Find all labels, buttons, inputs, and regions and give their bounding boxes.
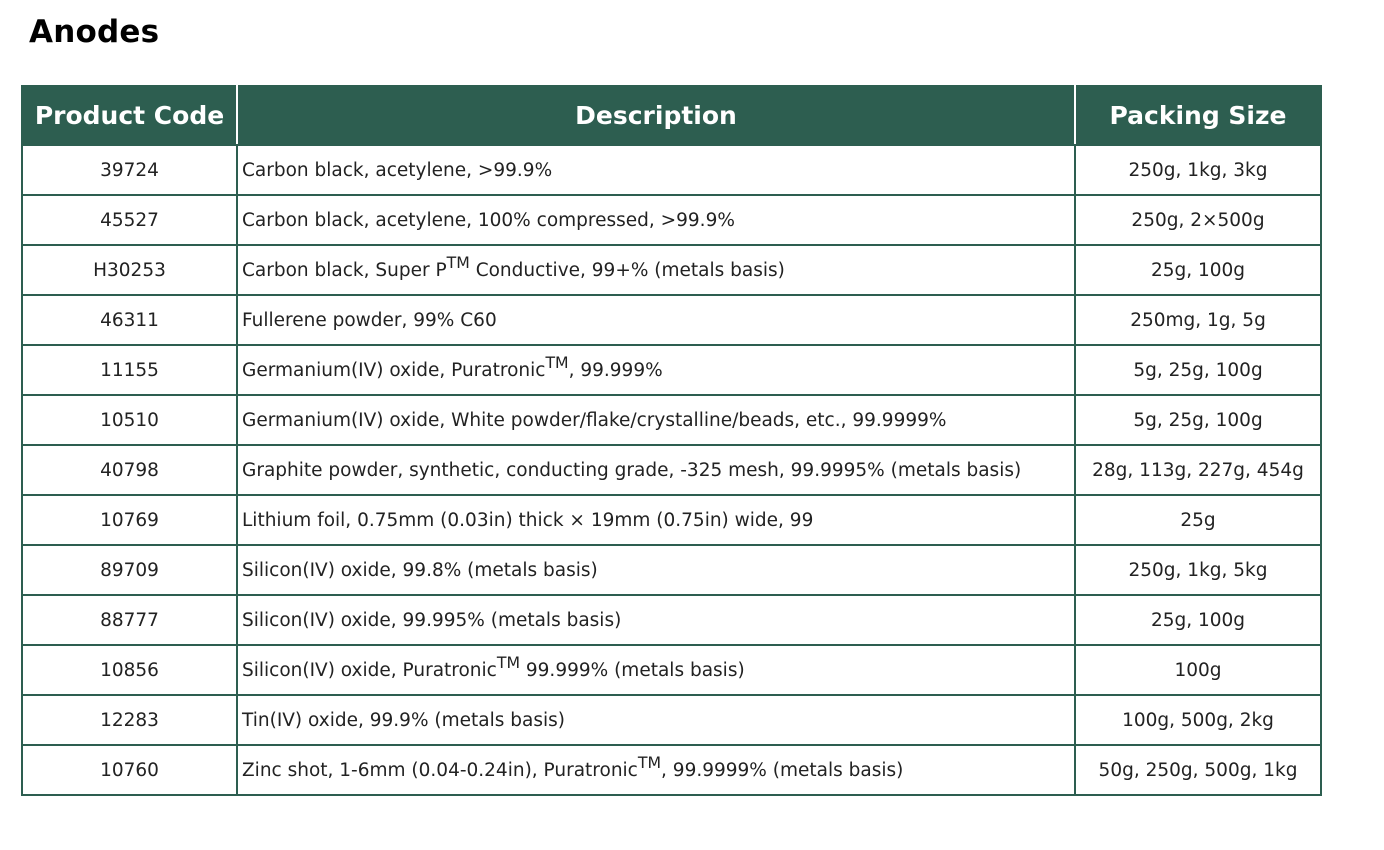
table-row[interactable] xyxy=(22,695,1321,745)
description-cell xyxy=(237,195,1075,245)
description-cell xyxy=(237,645,1075,695)
description-text-suffix: Conductive, 99+% (metals basis) xyxy=(469,259,785,281)
product-code-cell: H30253 xyxy=(22,245,237,295)
table-row[interactable] xyxy=(22,245,1321,295)
table-row[interactable] xyxy=(22,445,1321,495)
description-text: Carbon black, acetylene, >99.9% xyxy=(242,159,553,181)
description-cell xyxy=(237,395,1075,445)
packing-size-cell: 250g, 2×500g xyxy=(1075,195,1321,245)
description-text: Silicon(IV) oxide, 99.8% (metals basis) xyxy=(242,559,598,581)
packing-size-cell: 50g, 250g, 500g, 1kg xyxy=(1075,745,1321,795)
trademark-mark: TM xyxy=(637,752,662,772)
description-cell xyxy=(237,595,1075,645)
products-table xyxy=(21,85,1322,796)
product-code-cell: 10760 xyxy=(22,745,237,795)
packing-size-cell: 25g xyxy=(1075,495,1321,545)
description-cell xyxy=(237,345,1075,395)
product-code-cell: 88777 xyxy=(22,595,237,645)
table-row[interactable] xyxy=(22,545,1321,595)
description-text-suffix: , 99.999% xyxy=(568,359,663,381)
description-cell xyxy=(237,445,1075,495)
header-packing-size[interactable]: Packing Size xyxy=(1075,86,1321,145)
product-code-cell: 12283 xyxy=(22,695,237,745)
packing-size-cell: 5g, 25g, 100g xyxy=(1075,345,1321,395)
product-code-cell: 39724 xyxy=(22,145,237,195)
description-text: Silicon(IV) oxide, Puratronic xyxy=(242,659,497,681)
table-row[interactable] xyxy=(22,645,1321,695)
header-description[interactable]: Description xyxy=(237,86,1075,145)
header-product-code[interactable]: Product Code xyxy=(22,86,237,145)
packing-size-cell: 250g, 1kg, 5kg xyxy=(1075,545,1321,595)
product-code-cell: 45527 xyxy=(22,195,237,245)
table-row[interactable] xyxy=(22,395,1321,445)
product-code-cell: 40798 xyxy=(22,445,237,495)
packing-size-cell: 5g, 25g, 100g xyxy=(1075,395,1321,445)
description-text: Germanium(IV) oxide, Puratronic xyxy=(242,359,546,381)
table-row[interactable] xyxy=(22,145,1321,195)
packing-size-cell: 100g, 500g, 2kg xyxy=(1075,695,1321,745)
description-text-suffix: , 99.9999% (metals basis) xyxy=(661,759,904,781)
packing-size-cell: 250g, 1kg, 3kg xyxy=(1075,145,1321,195)
table-row[interactable] xyxy=(22,595,1321,645)
description-text: Tin(IV) oxide, 99.9% (metals basis) xyxy=(242,709,565,731)
description-cell xyxy=(237,495,1075,545)
description-text: Lithium foil, 0.75mm (0.03in) thick × 19mm (0.75in) wide, 99 xyxy=(242,509,814,531)
product-code-cell: 11155 xyxy=(22,345,237,395)
product-code-cell: 10510 xyxy=(22,395,237,445)
description-text: Carbon black, Super P xyxy=(242,259,447,281)
table-row[interactable] xyxy=(22,295,1321,345)
packing-size-cell: 100g xyxy=(1075,645,1321,695)
product-code-cell: 46311 xyxy=(22,295,237,345)
trademark-mark: TM xyxy=(446,252,470,272)
description-cell xyxy=(237,545,1075,595)
packing-size-cell: 28g, 113g, 227g, 454g xyxy=(1075,445,1321,495)
description-cell xyxy=(237,145,1075,195)
description-text: Graphite powder, synthetic, conducting grade, -325 mesh, 99.9995% (metals basis) xyxy=(242,459,1022,481)
description-text: Silicon(IV) oxide, 99.995% (metals basis) xyxy=(242,609,622,631)
description-text: Zinc shot, 1-6mm (0.04-0.24in), Puratronic xyxy=(242,759,638,781)
table-row[interactable] xyxy=(22,345,1321,395)
description-cell xyxy=(237,695,1075,745)
table-header-row xyxy=(22,86,1321,145)
description-cell xyxy=(237,745,1075,795)
packing-size-cell: 25g, 100g xyxy=(1075,595,1321,645)
description-text: Germanium(IV) oxide, White powder/flake/crystalline/beads, etc., 99.9999% xyxy=(242,409,947,431)
trademark-mark: TM xyxy=(496,652,521,672)
description-cell xyxy=(237,245,1075,295)
page-title: Anodes xyxy=(29,14,160,50)
packing-size-cell: 25g, 100g xyxy=(1075,245,1321,295)
trademark-mark: TM xyxy=(545,352,569,372)
product-code-cell: 10769 xyxy=(22,495,237,545)
product-code-cell: 10856 xyxy=(22,645,237,695)
description-text-suffix: 99.999% (metals basis) xyxy=(520,659,745,681)
description-cell xyxy=(237,295,1075,345)
description-text: Fullerene powder, 99% C60 xyxy=(242,309,497,331)
product-code-cell: 89709 xyxy=(22,545,237,595)
table-row[interactable] xyxy=(22,745,1321,795)
description-text: Carbon black, acetylene, 100% compressed, >99.9% xyxy=(242,209,735,231)
table-row[interactable] xyxy=(22,195,1321,245)
table-row[interactable] xyxy=(22,495,1321,545)
packing-size-cell: 250mg, 1g, 5g xyxy=(1075,295,1321,345)
